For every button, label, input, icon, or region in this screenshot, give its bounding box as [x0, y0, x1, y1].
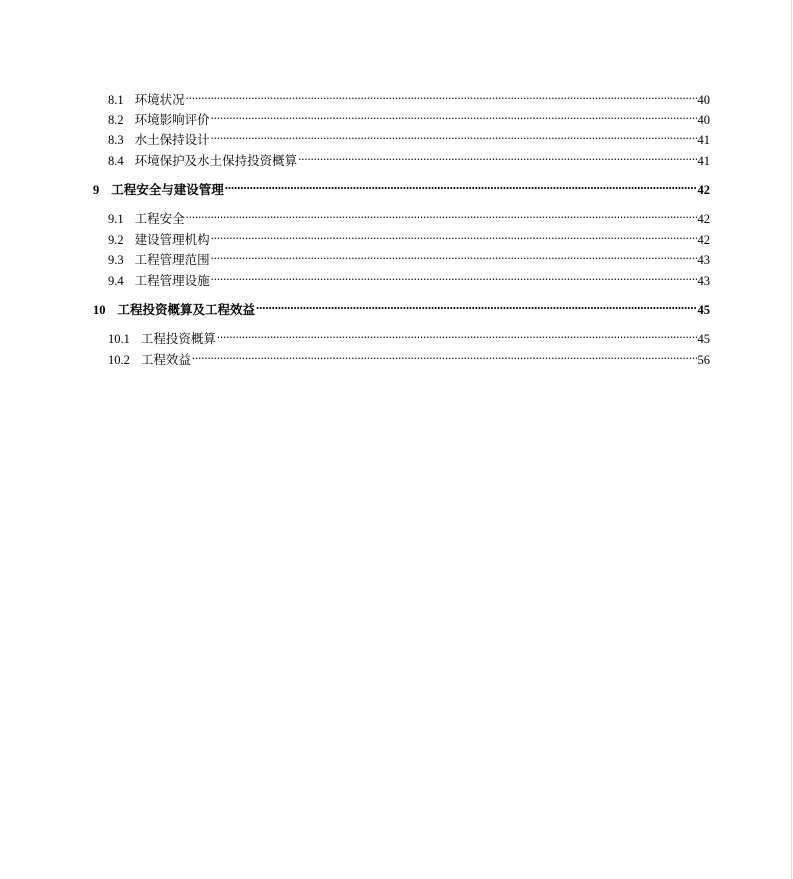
toc-chapter-page: 45: [697, 303, 710, 317]
toc-entry-page: 42: [697, 212, 710, 226]
toc-entry-9-2[interactable]: [108, 226, 710, 247]
toc-entry-page: 43: [697, 274, 710, 288]
toc-entry-8-3[interactable]: [108, 126, 710, 147]
toc-entry-8-4[interactable]: [108, 147, 710, 168]
toc-entry-page: 40: [697, 93, 710, 107]
toc-entry-number: 8.2: [108, 113, 124, 127]
dot-leader: [225, 176, 697, 194]
toc-chapter-number: 10: [93, 303, 106, 317]
dot-leader: [298, 147, 696, 165]
dot-leader: [211, 226, 697, 244]
toc-entry-page: 41: [697, 154, 710, 168]
toc-entry-number: 9.2: [108, 233, 124, 247]
dot-leader: [217, 325, 697, 343]
toc-entry-title: 水土保持设计: [134, 133, 210, 147]
toc-entry-9-4[interactable]: [108, 267, 710, 288]
toc-chapter-number: 9: [93, 183, 100, 197]
toc-entry-10-2[interactable]: [108, 346, 710, 367]
toc-entry-page: 43: [697, 253, 710, 267]
toc-entry-title: 环境保护及水土保持投资概算: [134, 154, 298, 168]
toc-entry-number: 8.1: [108, 93, 124, 107]
dot-leader: [186, 205, 697, 223]
toc-entry-page: 42: [697, 233, 710, 247]
toc-entry-9-1[interactable]: [108, 205, 710, 226]
dot-leader: [186, 86, 697, 104]
toc-entry-8-2[interactable]: [108, 106, 710, 127]
toc-entry-title: 工程效益: [140, 353, 191, 367]
toc-chapter-10[interactable]: [93, 296, 710, 317]
toc-entry-page: 45: [697, 332, 710, 346]
toc-entry-title: 工程安全: [134, 212, 185, 226]
toc-entry-number: 8.4: [108, 154, 124, 168]
toc-chapter-9[interactable]: [93, 176, 710, 197]
dot-leader: [211, 246, 697, 264]
toc-entry-title: 建设管理机构: [134, 233, 210, 247]
dot-leader: [211, 106, 697, 124]
dot-leader: [211, 126, 697, 144]
toc-entry-number: 8.3: [108, 133, 124, 147]
toc-entry-number: 10.1: [108, 332, 130, 346]
toc-entry-page: 40: [697, 113, 710, 127]
toc-entry-page: 41: [697, 133, 710, 147]
toc-entry-number: 10.2: [108, 353, 130, 367]
toc-entry-page: 56: [697, 353, 710, 367]
toc-entry-title: 工程投资概算: [140, 332, 216, 346]
toc-entry-title: 工程管理范围: [134, 253, 210, 267]
toc-entry-title: 环境影响评价: [134, 113, 210, 127]
toc-entry-title: 工程管理设施: [134, 274, 210, 288]
dot-leader: [211, 267, 697, 285]
toc-chapter-page: 42: [697, 183, 710, 197]
dot-leader: [192, 346, 697, 364]
toc-entry-number: 9.3: [108, 253, 124, 267]
toc-entry-10-1[interactable]: [108, 325, 710, 346]
toc-chapter-title: 工程投资概算及工程效益: [117, 303, 256, 317]
dot-leader: [256, 296, 696, 314]
toc-entry-9-3[interactable]: [108, 246, 710, 267]
toc-chapter-title: 工程安全与建设管理: [111, 183, 224, 197]
toc-entry-title: 环境状况: [134, 93, 185, 107]
toc-entry-8-1[interactable]: [108, 86, 710, 107]
toc-entry-number: 9.4: [108, 274, 124, 288]
toc-entry-number: 9.1: [108, 212, 124, 226]
